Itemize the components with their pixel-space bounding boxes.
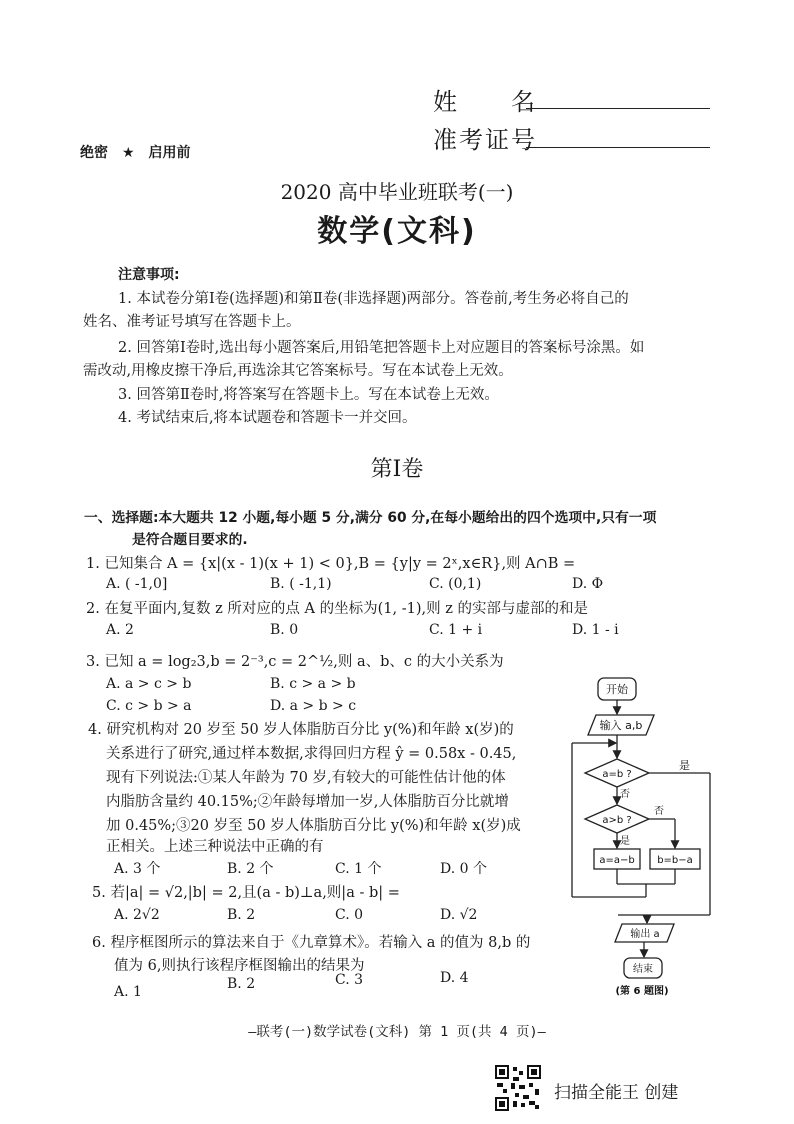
- exam-id-blank-line: [526, 147, 710, 148]
- q4-option-a: A. 3 个: [114, 861, 161, 877]
- q3-option-a: A. a > c > b: [106, 676, 192, 692]
- flow-op-left-text: a=a−b: [599, 855, 635, 866]
- question-4-line: 4. 研究机构对 20 岁至 50 岁人体脂肪百分比 y(%)和年龄 x(岁)的: [88, 722, 514, 738]
- q3-option-d: D. a > b > c: [270, 698, 357, 714]
- q1-option-d: D. Φ: [572, 576, 604, 592]
- flow-output-text: 输出 a: [630, 929, 660, 940]
- q4-option-c: C. 1 个: [335, 861, 382, 877]
- flow-end-text: 结束: [633, 964, 653, 975]
- q2-option-b: B. 0: [270, 622, 299, 638]
- flow-caption: (第 6 题图): [615, 986, 669, 997]
- flow-cond1-no: 否: [620, 789, 630, 800]
- q5-option-a: A. 2√2: [114, 907, 160, 923]
- q4-option-b: B. 2 个: [227, 861, 274, 877]
- question-6-line: 6. 程序框图所示的算法来自于《九章算术》。若输入 a 的值为 8,b 的: [92, 935, 531, 951]
- note-line: 1. 本试卷分第Ⅰ卷(选择题)和第Ⅱ卷(非选择题)两部分。答卷前,考生务必将自己的: [118, 291, 629, 307]
- q6-option-b: B. 2: [227, 976, 256, 992]
- flow-cond2-no: 否: [654, 806, 664, 817]
- name-label: 姓 名: [433, 88, 537, 116]
- section-header: 一、选择题:本大题共 12 小题,每小题 5 分,满分 60 分,在每小题给出的四个选项中,只有一项: [84, 510, 657, 526]
- question-4-line: 现有下列说法:①某人年龄为 70 岁,有较大的可能性估计他的体: [106, 770, 506, 786]
- flow-cond2-yes: 是: [620, 836, 630, 847]
- q5-option-d: D. √2: [440, 907, 478, 923]
- question-1-stem: 1. 已知集合 A = {x|(x - 1)(x + 1) < 0},B = {y|y = 2ˣ,x∈R},则 A∩B =: [86, 556, 576, 572]
- scanner-watermark: 扫描全能王 创建: [554, 1083, 679, 1103]
- q1-option-b: B. ( -1,1): [270, 576, 332, 592]
- question-3-stem: 3. 已知 a = log₂3,b = 2⁻³,c = 2^½,则 a、b、c 的大小关系为: [86, 654, 504, 670]
- q2-option-d: D. 1 - i: [572, 622, 619, 638]
- note-line: 姓名、准考证号填写在答题卡上。: [83, 314, 301, 330]
- q6-option-a: A. 1: [114, 984, 142, 1000]
- q1-option-c: C. (0,1): [429, 576, 482, 592]
- q2-option-a: A. 2: [106, 622, 134, 638]
- question-6-line: 值为 6,则执行该程序框图输出的结果为: [114, 958, 365, 974]
- flow-cond1-text: a=b ?: [602, 769, 632, 780]
- flow-input-text: 输入 a,b: [599, 719, 643, 732]
- confidential-mark: 绝密 ★ 启用前: [80, 145, 191, 161]
- note-line: 3. 回答第Ⅱ卷时,将答案写在答题卡上。写在本试卷上无效。: [118, 387, 499, 403]
- question-4-line: 正相关。上述三种说法中正确的有: [106, 839, 324, 855]
- q3-option-c: C. c > b > a: [106, 698, 192, 714]
- qr-code-icon: [495, 1065, 541, 1111]
- question-5-stem: 5. 若|a| = √2,|b| = 2,且(a - b)⊥a,则|a - b| =: [92, 885, 400, 901]
- q6-option-c: C. 3: [335, 972, 364, 988]
- q4-option-d: D. 0 个: [440, 861, 487, 877]
- note-line: 需改动,用橡皮擦干净后,再选涂其它答案标号。写在本试卷上无效。: [83, 363, 513, 379]
- flow-cond1-yes: 是: [679, 759, 690, 772]
- q2-option-c: C. 1 + i: [429, 622, 483, 638]
- question-2-stem: 2. 在复平面内,复数 z 所对应的点 A 的坐标为(1, -1),则 z 的实部与虚部的和是: [86, 601, 588, 617]
- question-4-line: 关系进行了研究,通过样本数据,求得回归方程 ŷ = 0.58x - 0.45,: [106, 746, 517, 762]
- q3-option-b: B. c > a > b: [270, 676, 356, 692]
- notes-heading: 注意事项:: [118, 267, 180, 283]
- page-footer: —联考(一)数学试卷(文科) 第 1 页(共 4 页)—: [248, 1024, 546, 1040]
- flow-start-text: 开始: [606, 683, 628, 696]
- q6-option-d: D. 4: [440, 970, 469, 986]
- volume-title: 第Ⅰ卷: [370, 457, 424, 482]
- q5-option-b: B. 2: [227, 907, 256, 923]
- exam-id-label: 准考证号: [433, 126, 537, 154]
- flowchart: [562, 672, 722, 1002]
- name-blank-line: [526, 108, 710, 109]
- section-header-cont: 是符合题目要求的.: [132, 532, 248, 548]
- subject-title: 数学(文科): [317, 214, 477, 249]
- q5-option-c: C. 0: [335, 907, 364, 923]
- note-line: 2. 回答第Ⅰ卷时,选出每小题答案后,用铅笔把答题卡上对应题目的答案标号涂黑。如: [118, 340, 645, 356]
- exam-title: 2020 高中毕业班联考(一): [280, 180, 514, 204]
- question-4-line: 内脂肪含量约 40.15%;②年龄每增加一岁,人体脂肪百分比就增: [106, 794, 509, 810]
- q1-option-a: A. ( -1,0]: [106, 576, 168, 592]
- question-4-line: 加 0.45%;③20 岁至 50 岁人体脂肪百分比 y(%)和年龄 x(岁)成: [106, 818, 521, 834]
- flow-op-right-text: b=b−a: [657, 855, 693, 866]
- note-line: 4. 考试结束后,将本试题卷和答题卡一并交回。: [118, 410, 417, 426]
- flow-cond2-text: a>b ?: [602, 815, 632, 826]
